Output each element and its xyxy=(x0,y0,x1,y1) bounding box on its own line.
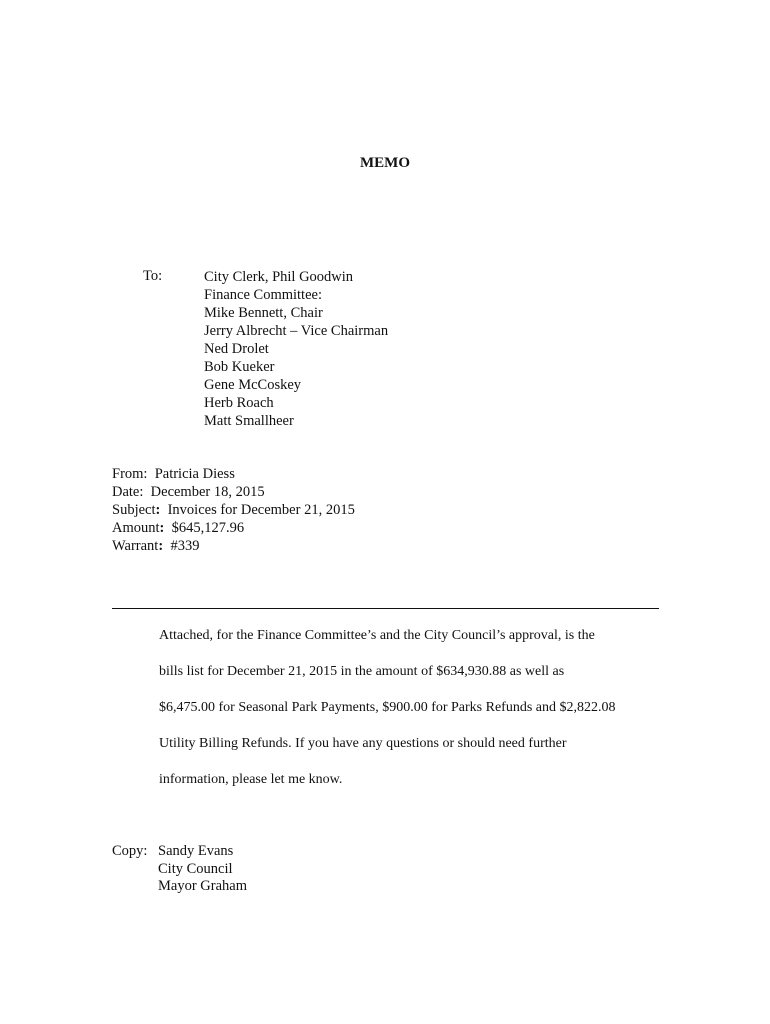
date-value: December 18, 2015 xyxy=(150,484,265,500)
to-recipient-list xyxy=(204,268,388,430)
date-label: Date: xyxy=(112,484,144,500)
to-recipient: City Clerk, Phil Goodwin xyxy=(204,269,354,285)
copy-recipient: Mayor Graham xyxy=(158,878,247,894)
body-line: $6,475.00 for Seasonal Park Payments, $900.00 for Parks Refunds and $2,822.08 xyxy=(159,700,616,715)
body-line: information, please let me know. xyxy=(159,772,343,787)
copy-section xyxy=(112,843,247,896)
warrant-colon: : xyxy=(158,538,164,554)
copy-row xyxy=(112,843,247,861)
amount-colon: : xyxy=(159,520,165,536)
memo-header-fields xyxy=(112,465,355,555)
from-label: From: xyxy=(112,466,148,482)
warrant-label: Warrant xyxy=(112,538,159,554)
subject-value: Invoices for December 21, 2015 xyxy=(167,502,355,518)
from-row xyxy=(112,465,355,483)
to-recipient: Finance Committee: xyxy=(204,287,322,303)
to-recipient: Mike Bennett, Chair xyxy=(204,305,323,321)
copy-recipient: City Council xyxy=(158,860,233,877)
to-recipient: Gene McCoskey xyxy=(204,377,302,393)
body-line: Utility Billing Refunds. If you have any questions or should need further xyxy=(159,736,567,751)
to-recipient: Bob Kueker xyxy=(204,359,275,375)
copy-recipient: Sandy Evans xyxy=(158,843,234,859)
date-row xyxy=(112,483,355,501)
to-recipient: Jerry Albrecht – Vice Chairman xyxy=(204,323,389,339)
to-recipient: Herb Roach xyxy=(204,395,274,411)
to-recipient: Ned Drolet xyxy=(204,341,269,357)
to-recipient: Matt Smallheer xyxy=(204,413,294,429)
warrant-row xyxy=(112,537,355,555)
amount-label: Amount xyxy=(112,520,160,536)
to-label: To: xyxy=(143,268,163,284)
copy-row xyxy=(112,878,247,896)
amount-row xyxy=(112,519,355,537)
horizontal-divider xyxy=(112,608,659,609)
copy-row xyxy=(112,861,247,879)
copy-label: Copy: xyxy=(112,843,148,859)
from-value: Patricia Diess xyxy=(154,466,235,482)
subject-label: Subject xyxy=(112,502,156,518)
body-line: bills list for December 21, 2015 in the amount of $634,930.88 as well as xyxy=(159,664,565,679)
memo-body xyxy=(159,627,679,807)
memo-title: MEMO xyxy=(360,155,410,171)
amount-value: $645,127.96 xyxy=(171,520,245,536)
subject-row xyxy=(112,501,355,519)
body-line: Attached, for the Finance Committee’s and the City Council’s approval, is the xyxy=(159,628,595,643)
subject-colon: : xyxy=(155,502,161,518)
warrant-value: #339 xyxy=(170,538,200,554)
